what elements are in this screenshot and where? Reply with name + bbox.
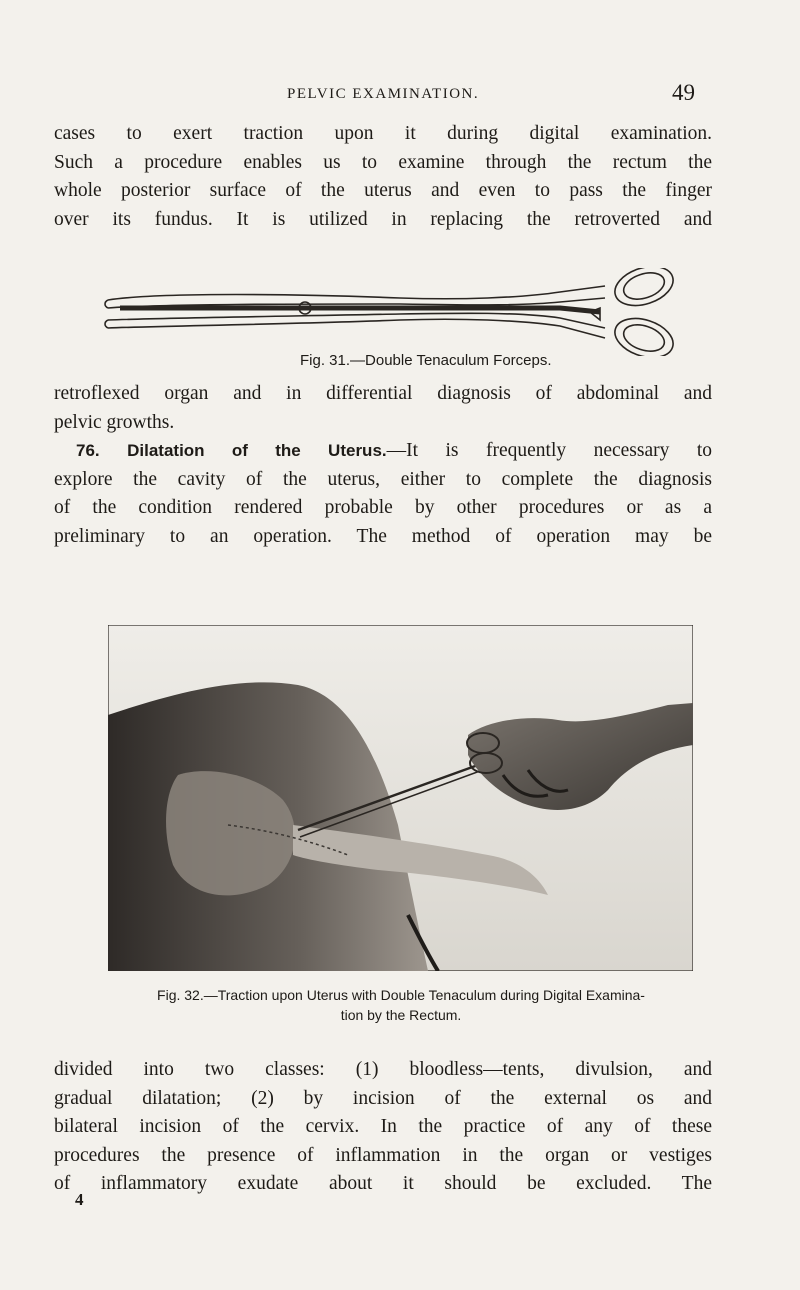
text-line: Such a procedure enables us to examine through the rectum the: [54, 151, 712, 173]
text-line: preliminary to an operation. The method of operation may be: [54, 525, 712, 547]
running-head: [0, 80, 800, 110]
figure-31-caption: Fig. 31.—Double Tenaculum Forceps.: [300, 352, 552, 369]
text-line: gradual dilatation; (2) by incision of the external os and: [54, 1087, 712, 1109]
text-line: retroflexed organ and in differential diagnosis of abdominal and: [54, 383, 712, 404]
figure-32-traction-illustration: [108, 625, 693, 971]
figure-31-forceps-illustration: [100, 268, 690, 356]
text-line: divided into two classes: (1) bloodless—tents, divulsion, and: [54, 1059, 712, 1080]
text-line: procedures the presence of inflammation in the organ or vestiges: [54, 1144, 712, 1166]
text-line: over its fundus. It is utilized in replacing the retroverted and: [54, 208, 712, 230]
section-heading: Dilatation of the Uterus.: [127, 441, 387, 460]
text-line: bilateral incision of the cervix. In the practice of any of these: [54, 1116, 712, 1137]
section-76-first-line: [54, 437, 712, 466]
running-title: PELVIC EXAMINATION.: [287, 86, 480, 102]
section-number: 76.: [76, 441, 100, 460]
caption-line: Fig. 32.—Traction upon Uterus with Double Tenaculum during Digital Examina-: [157, 987, 645, 1003]
text-line: pelvic growths.: [54, 411, 175, 433]
caption-line: tion by the Rectum.: [340, 1007, 462, 1023]
text-line: of inflammatory exudate about it should be excluded. The: [54, 1173, 712, 1194]
text-run: —It is frequently necessary to: [386, 440, 713, 461]
text-line: cases to exert traction upon it during digital examination.: [54, 123, 712, 144]
paragraph-1: [54, 120, 712, 234]
figure-32-caption: [76, 985, 726, 1025]
paragraph-2: [54, 380, 712, 551]
signature-mark: 4: [75, 1190, 84, 1209]
text-line: explore the cavity of the uterus, either to complete the diagnosis: [54, 468, 712, 490]
text-line: of the condition rendered probable by other procedures or as a: [54, 497, 712, 518]
paragraph-4: [54, 1056, 712, 1199]
text-line: whole posterior surface of the uterus and even to pass the finger: [54, 180, 712, 201]
page-number: 49: [672, 80, 695, 105]
